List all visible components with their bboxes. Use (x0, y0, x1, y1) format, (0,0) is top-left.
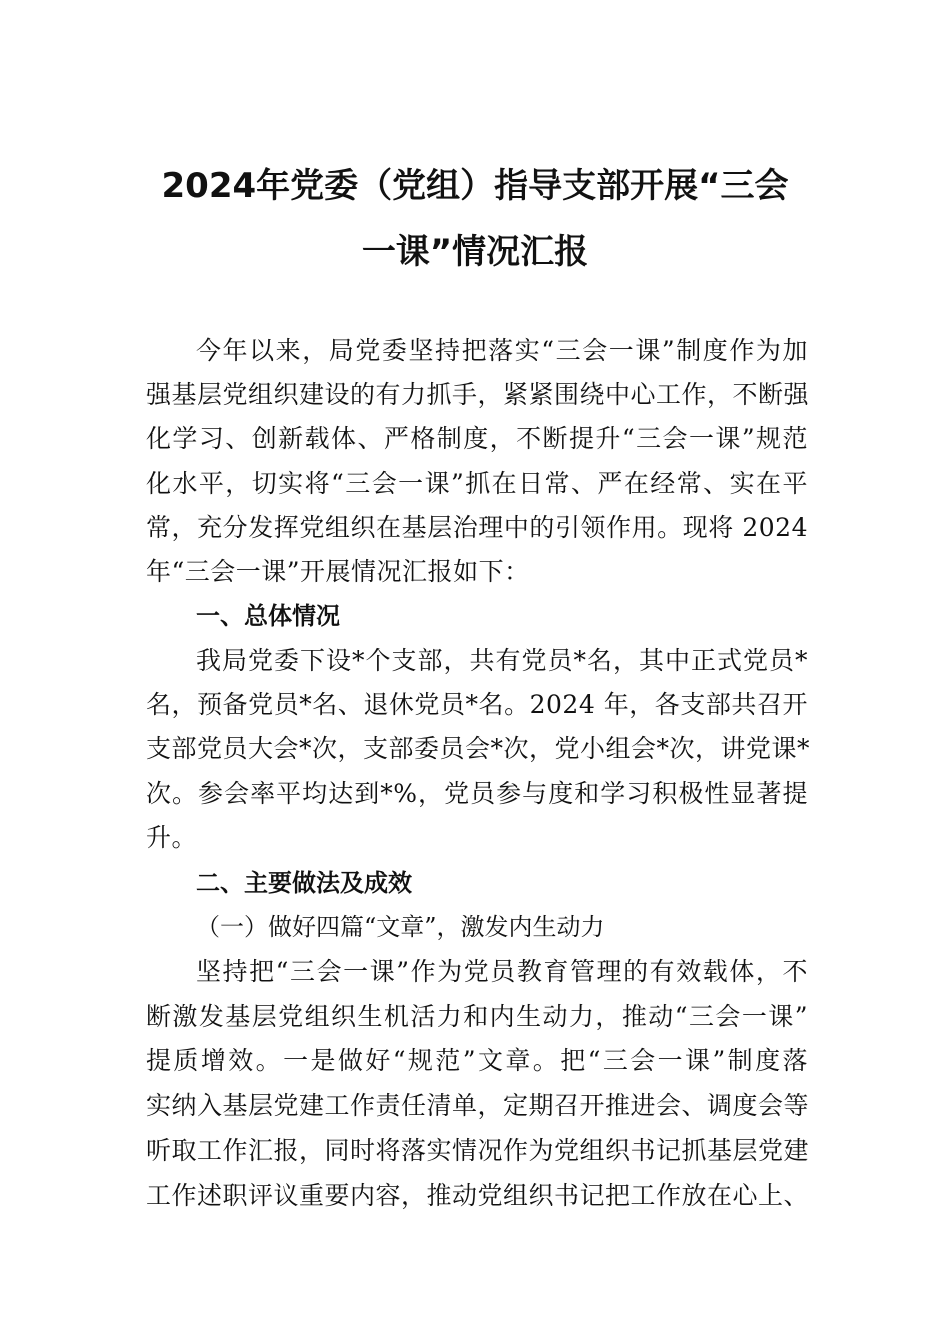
section-2-line-2: 断激发基层党组织生机活力和内生动力，推动“三会一课” (146, 1002, 808, 1031)
intro-line-4: 化水平，切实将“三会一课”抓在日常、严在经常、实在平 (146, 469, 808, 498)
section-2-line-6: 工作述职评议重要内容，推动党组织书记把工作放在心上、 (146, 1181, 810, 1210)
section-1-line-4: 次。参会率平均达到*%，党员参与度和学习积极性显著提 (146, 779, 808, 808)
document-title-line-1: 2024年党委（党组）指导支部开展“三会 (161, 166, 789, 206)
section-2-line-3: 提质增效。一是做好“规范”文章。把“三会一课”制度落 (146, 1046, 809, 1075)
intro-line-3: 化学习、创新载体、严格制度，不断提升“三会一课”规范 (146, 424, 808, 453)
section-2-line-4: 实纳入基层党建工作责任清单，定期召开推进会、调度会等 (146, 1091, 810, 1120)
intro-line-5: 常，充分发挥党组织在基层治理中的引领作用。现将 2024 (146, 513, 808, 542)
section-1-line-3: 支部党员大会*次，支部委员会*次，党小组会*次，讲党课* (146, 734, 811, 763)
section-2-subheading-1: （一）做好四篇“文章”，激发内生动力 (196, 913, 605, 941)
section-1-line-1: 我局党委下设*个支部，共有党员*名，其中正式党员* (196, 646, 808, 675)
section-1-heading: 一、总体情况 (196, 602, 340, 630)
section-2-heading: 二、主要做法及成效 (196, 869, 412, 897)
document-title-line-2: 一课”情况汇报 (361, 232, 589, 272)
section-1-line-2: 名，预备党员*名、退休党员*名。2024 年，各支部共召开 (146, 690, 808, 719)
intro-line-6: 年“三会一课”开展情况汇报如下： (146, 557, 530, 586)
section-2-line-1: 坚持把“三会一课”作为党员教育管理的有效载体，不 (196, 957, 808, 986)
section-2-line-5: 听取工作汇报，同时将落实情况作为党组织书记抓基层党建 (146, 1136, 810, 1165)
intro-line-1: 今年以来，局党委坚持把落实“三会一课”制度作为加 (196, 336, 808, 365)
intro-line-2: 强基层党组织建设的有力抓手，紧紧围绕中心工作，不断强 (146, 380, 810, 409)
section-1-line-5: 升。 (146, 823, 198, 852)
